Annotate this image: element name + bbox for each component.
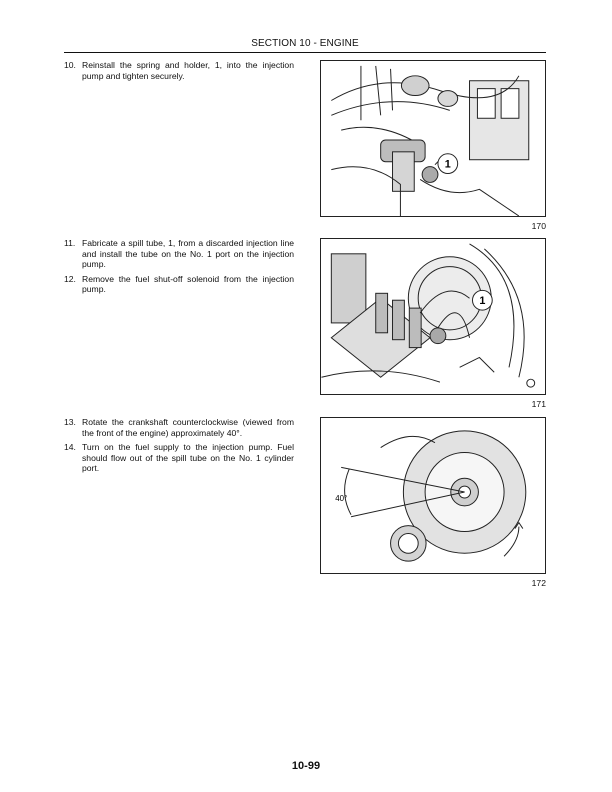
figure-171-illustration xyxy=(320,238,546,395)
step-item xyxy=(64,442,294,474)
figure-number: 171 xyxy=(531,399,546,409)
spill-tube-installation-drawing xyxy=(321,239,545,394)
step-group-2 xyxy=(64,238,294,299)
figure-172-illustration xyxy=(320,417,546,574)
injection-pump-spring-holder-drawing xyxy=(321,61,545,216)
step-item xyxy=(64,274,294,295)
figure-number: 170 xyxy=(531,221,546,231)
callout-label: 1 xyxy=(479,295,486,308)
callout-label: 1 xyxy=(444,158,451,171)
figure-number: 172 xyxy=(531,578,546,588)
step-text: Rotate the crankshaft counterclockwise (viewed from the front of the engine) approximately 40°. xyxy=(82,417,294,438)
step-text: Fabricate a spill tube, 1, from a discarded injection line and install the tube on the No. 1 port on the injection pump. xyxy=(82,238,294,270)
step-text: Reinstall the spring and holder, 1, into the injection pump and tighten securely. xyxy=(82,60,294,81)
step-item xyxy=(64,417,294,438)
step-number: 12. xyxy=(64,273,76,284)
crankshaft-rotation-drawing xyxy=(321,418,545,573)
step-item xyxy=(64,60,294,81)
section-header: SECTION 10 - ENGINE xyxy=(251,38,359,49)
step-number: 14. xyxy=(64,442,76,453)
step-text: Turn on the fuel supply to the injection pump. Fuel should flow out of the spill tube on the No. 1 cylinder port. xyxy=(82,442,294,474)
step-group-3 xyxy=(64,417,294,478)
header-divider xyxy=(64,52,546,53)
step-item xyxy=(64,238,294,270)
step-group-1 xyxy=(64,60,294,85)
step-number: 11. xyxy=(64,238,76,248)
step-number: 10. xyxy=(64,60,76,70)
figure-170-illustration xyxy=(320,60,546,217)
step-number: 13. xyxy=(64,417,76,427)
step-text: Remove the fuel shut-off solenoid from the injection pump. xyxy=(82,273,294,295)
page-number: 10-99 xyxy=(291,760,321,772)
angle-label: 40° xyxy=(335,493,348,503)
